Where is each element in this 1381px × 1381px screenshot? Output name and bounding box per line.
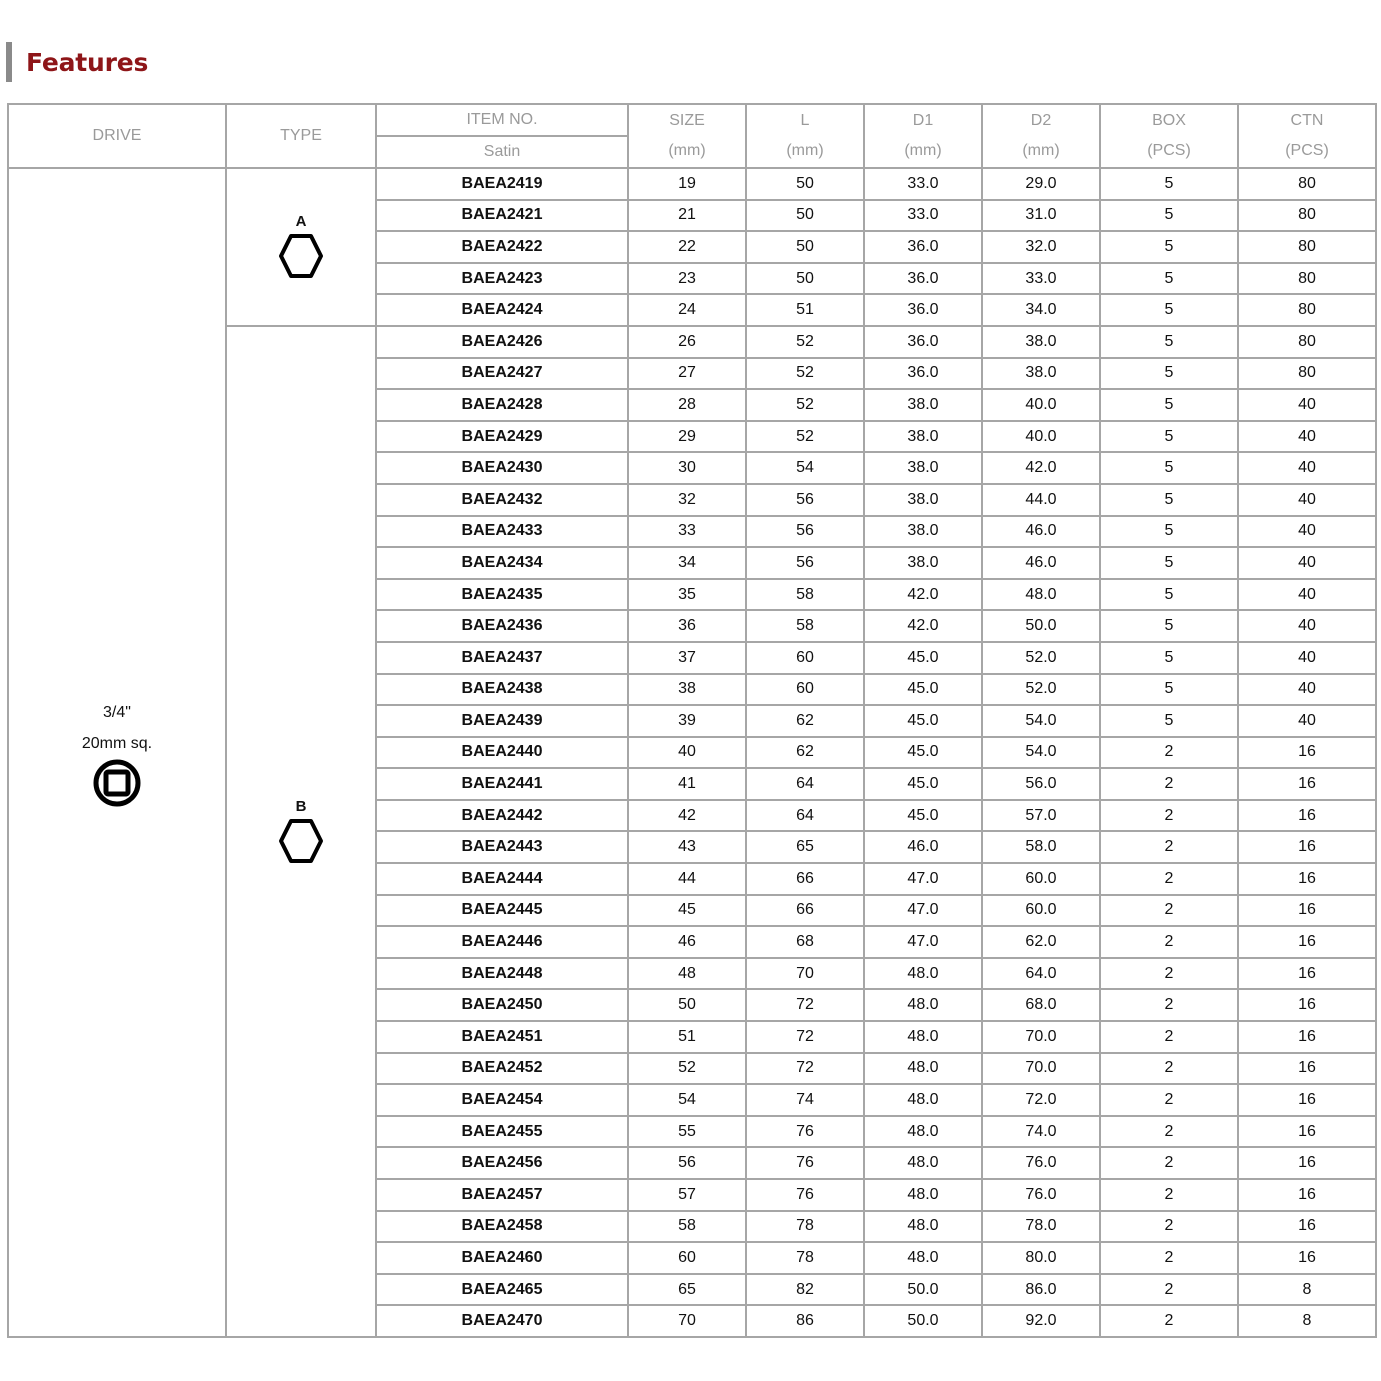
l-cell: 72 xyxy=(746,1053,864,1085)
box-cell: 2 xyxy=(1100,989,1238,1021)
d2-cell: 46.0 xyxy=(982,547,1100,579)
box-cell: 2 xyxy=(1100,1305,1238,1337)
header-type: TYPE xyxy=(226,104,376,168)
header-d2 xyxy=(982,104,1100,168)
d1-cell: 48.0 xyxy=(864,1053,982,1085)
ctn-cell: 40 xyxy=(1238,547,1376,579)
item-no-cell: BAEA2441 xyxy=(376,768,628,800)
size-cell: 51 xyxy=(628,1021,746,1053)
type-cell-b xyxy=(226,326,376,1337)
header-box-label: BOX xyxy=(1152,112,1186,129)
size-cell: 40 xyxy=(628,737,746,769)
header-size-unit: (mm) xyxy=(668,142,706,159)
d1-cell: 36.0 xyxy=(864,231,982,263)
header-ctn xyxy=(1238,104,1376,168)
d2-cell: 40.0 xyxy=(982,389,1100,421)
d1-cell: 48.0 xyxy=(864,1242,982,1274)
ctn-cell: 16 xyxy=(1238,768,1376,800)
d1-cell: 36.0 xyxy=(864,263,982,295)
drive-cell xyxy=(8,168,226,1337)
box-cell: 2 xyxy=(1100,926,1238,958)
ctn-cell: 16 xyxy=(1238,1242,1376,1274)
header-l-unit: (mm) xyxy=(786,142,824,159)
size-cell: 48 xyxy=(628,958,746,990)
d2-cell: 86.0 xyxy=(982,1274,1100,1306)
header-d1 xyxy=(864,104,982,168)
header-d2-label: D2 xyxy=(1030,112,1052,129)
l-cell: 78 xyxy=(746,1211,864,1243)
header-d2-unit: (mm) xyxy=(1022,142,1060,159)
size-cell: 28 xyxy=(628,389,746,421)
size-cell: 26 xyxy=(628,326,746,358)
d1-cell: 36.0 xyxy=(864,294,982,326)
l-cell: 72 xyxy=(746,1021,864,1053)
ctn-cell: 80 xyxy=(1238,200,1376,232)
d2-cell: 46.0 xyxy=(982,516,1100,548)
box-cell: 5 xyxy=(1100,452,1238,484)
ctn-cell: 40 xyxy=(1238,674,1376,706)
type-cell-a xyxy=(226,168,376,326)
header-d1-label: D1 xyxy=(912,112,934,129)
size-cell: 46 xyxy=(628,926,746,958)
box-cell: 5 xyxy=(1100,421,1238,453)
l-cell: 82 xyxy=(746,1274,864,1306)
size-cell: 21 xyxy=(628,200,746,232)
d2-cell: 70.0 xyxy=(982,1053,1100,1085)
ctn-cell: 80 xyxy=(1238,358,1376,390)
box-cell: 5 xyxy=(1100,358,1238,390)
box-cell: 2 xyxy=(1100,1242,1238,1274)
ctn-cell: 80 xyxy=(1238,263,1376,295)
size-cell: 35 xyxy=(628,579,746,611)
l-cell: 60 xyxy=(746,674,864,706)
ctn-cell: 16 xyxy=(1238,1084,1376,1116)
section-title-text: Features xyxy=(26,47,149,77)
l-cell: 58 xyxy=(746,610,864,642)
box-cell: 2 xyxy=(1100,737,1238,769)
item-no-cell: BAEA2436 xyxy=(376,610,628,642)
d1-cell: 48.0 xyxy=(864,1021,982,1053)
l-cell: 66 xyxy=(746,895,864,927)
ctn-cell: 16 xyxy=(1238,863,1376,895)
title-accent-bar xyxy=(6,42,12,82)
ctn-cell: 16 xyxy=(1238,989,1376,1021)
l-cell: 66 xyxy=(746,863,864,895)
table-row xyxy=(8,168,1376,200)
size-cell: 54 xyxy=(628,1084,746,1116)
d2-cell: 64.0 xyxy=(982,958,1100,990)
box-cell: 2 xyxy=(1100,1021,1238,1053)
size-cell: 58 xyxy=(628,1211,746,1243)
d2-cell: 48.0 xyxy=(982,579,1100,611)
l-cell: 86 xyxy=(746,1305,864,1337)
d2-cell: 54.0 xyxy=(982,705,1100,737)
item-no-cell: BAEA2427 xyxy=(376,358,628,390)
ctn-cell: 40 xyxy=(1238,452,1376,484)
ctn-cell: 40 xyxy=(1238,642,1376,674)
ctn-cell: 80 xyxy=(1238,168,1376,200)
d1-cell: 46.0 xyxy=(864,831,982,863)
l-cell: 52 xyxy=(746,421,864,453)
d1-cell: 48.0 xyxy=(864,1116,982,1148)
box-cell: 5 xyxy=(1100,484,1238,516)
box-cell: 5 xyxy=(1100,294,1238,326)
size-cell: 34 xyxy=(628,547,746,579)
drive-metric-label: 20mm sq. xyxy=(81,735,153,753)
l-cell: 62 xyxy=(746,705,864,737)
d2-cell: 34.0 xyxy=(982,294,1100,326)
l-cell: 64 xyxy=(746,800,864,832)
d2-cell: 57.0 xyxy=(982,800,1100,832)
header-item-no: ITEM NO. xyxy=(376,104,628,136)
item-no-cell: BAEA2419 xyxy=(376,168,628,200)
ctn-cell: 16 xyxy=(1238,1116,1376,1148)
table-body xyxy=(8,168,1376,1337)
item-no-cell: BAEA2437 xyxy=(376,642,628,674)
item-no-cell: BAEA2444 xyxy=(376,863,628,895)
box-cell: 5 xyxy=(1100,231,1238,263)
d2-cell: 52.0 xyxy=(982,674,1100,706)
box-cell: 2 xyxy=(1100,1211,1238,1243)
l-cell: 54 xyxy=(746,452,864,484)
l-cell: 65 xyxy=(746,831,864,863)
size-cell: 55 xyxy=(628,1116,746,1148)
box-cell: 2 xyxy=(1100,1147,1238,1179)
header-l xyxy=(746,104,864,168)
header-size xyxy=(628,104,746,168)
section-title xyxy=(6,42,148,82)
hexagon-icon xyxy=(277,232,325,280)
d1-cell: 45.0 xyxy=(864,674,982,706)
ctn-cell: 16 xyxy=(1238,926,1376,958)
l-cell: 62 xyxy=(746,737,864,769)
ctn-cell: 40 xyxy=(1238,610,1376,642)
item-no-cell: BAEA2470 xyxy=(376,1305,628,1337)
box-cell: 5 xyxy=(1100,547,1238,579)
size-cell: 32 xyxy=(628,484,746,516)
d1-cell: 38.0 xyxy=(864,516,982,548)
spec-table xyxy=(7,103,1377,1338)
box-cell: 2 xyxy=(1100,1084,1238,1116)
d2-cell: 70.0 xyxy=(982,1021,1100,1053)
ctn-cell: 16 xyxy=(1238,1211,1376,1243)
ctn-cell: 8 xyxy=(1238,1305,1376,1337)
header-ctn-unit: (PCS) xyxy=(1285,142,1329,159)
d1-cell: 50.0 xyxy=(864,1305,982,1337)
item-no-cell: BAEA2440 xyxy=(376,737,628,769)
box-cell: 2 xyxy=(1100,768,1238,800)
ctn-cell: 80 xyxy=(1238,231,1376,263)
d1-cell: 45.0 xyxy=(864,642,982,674)
ctn-cell: 80 xyxy=(1238,294,1376,326)
d2-cell: 76.0 xyxy=(982,1147,1100,1179)
item-no-cell: BAEA2434 xyxy=(376,547,628,579)
type-letter: B xyxy=(295,797,307,815)
d2-cell: 54.0 xyxy=(982,737,1100,769)
size-cell: 27 xyxy=(628,358,746,390)
size-cell: 44 xyxy=(628,863,746,895)
item-no-cell: BAEA2450 xyxy=(376,989,628,1021)
d2-cell: 40.0 xyxy=(982,421,1100,453)
d1-cell: 47.0 xyxy=(864,926,982,958)
d2-cell: 42.0 xyxy=(982,452,1100,484)
item-no-cell: BAEA2446 xyxy=(376,926,628,958)
d1-cell: 50.0 xyxy=(864,1274,982,1306)
d1-cell: 38.0 xyxy=(864,452,982,484)
l-cell: 76 xyxy=(746,1147,864,1179)
d1-cell: 45.0 xyxy=(864,800,982,832)
ctn-cell: 80 xyxy=(1238,326,1376,358)
l-cell: 64 xyxy=(746,768,864,800)
ctn-cell: 16 xyxy=(1238,1147,1376,1179)
d2-cell: 32.0 xyxy=(982,231,1100,263)
size-cell: 33 xyxy=(628,516,746,548)
size-cell: 37 xyxy=(628,642,746,674)
d1-cell: 48.0 xyxy=(864,1179,982,1211)
ctn-cell: 40 xyxy=(1238,579,1376,611)
l-cell: 50 xyxy=(746,200,864,232)
ctn-cell: 40 xyxy=(1238,421,1376,453)
box-cell: 2 xyxy=(1100,895,1238,927)
box-cell: 5 xyxy=(1100,200,1238,232)
item-no-cell: BAEA2439 xyxy=(376,705,628,737)
item-no-cell: BAEA2423 xyxy=(376,263,628,295)
size-cell: 70 xyxy=(628,1305,746,1337)
size-cell: 56 xyxy=(628,1147,746,1179)
box-cell: 5 xyxy=(1100,610,1238,642)
item-no-cell: BAEA2426 xyxy=(376,326,628,358)
size-cell: 23 xyxy=(628,263,746,295)
l-cell: 52 xyxy=(746,358,864,390)
item-no-cell: BAEA2438 xyxy=(376,674,628,706)
item-no-cell: BAEA2421 xyxy=(376,200,628,232)
header-d1-unit: (mm) xyxy=(904,142,942,159)
ctn-cell: 16 xyxy=(1238,800,1376,832)
item-no-cell: BAEA2443 xyxy=(376,831,628,863)
item-no-cell: BAEA2445 xyxy=(376,895,628,927)
ctn-cell: 40 xyxy=(1238,516,1376,548)
size-cell: 41 xyxy=(628,768,746,800)
d2-cell: 44.0 xyxy=(982,484,1100,516)
d1-cell: 45.0 xyxy=(864,768,982,800)
header-box-unit: (PCS) xyxy=(1147,142,1191,159)
d1-cell: 48.0 xyxy=(864,1084,982,1116)
size-cell: 50 xyxy=(628,989,746,1021)
drive-size-label: 3/4" xyxy=(103,704,131,722)
d2-cell: 38.0 xyxy=(982,326,1100,358)
size-cell: 39 xyxy=(628,705,746,737)
item-no-cell: BAEA2452 xyxy=(376,1053,628,1085)
d2-cell: 52.0 xyxy=(982,642,1100,674)
size-cell: 52 xyxy=(628,1053,746,1085)
l-cell: 56 xyxy=(746,547,864,579)
d1-cell: 42.0 xyxy=(864,610,982,642)
ctn-cell: 40 xyxy=(1238,705,1376,737)
d2-cell: 60.0 xyxy=(982,895,1100,927)
ctn-cell: 16 xyxy=(1238,1021,1376,1053)
size-cell: 45 xyxy=(628,895,746,927)
item-no-cell: BAEA2429 xyxy=(376,421,628,453)
hexagon-icon xyxy=(277,817,325,865)
d1-cell: 33.0 xyxy=(864,200,982,232)
box-cell: 5 xyxy=(1100,263,1238,295)
size-cell: 22 xyxy=(628,231,746,263)
item-no-cell: BAEA2432 xyxy=(376,484,628,516)
d2-cell: 72.0 xyxy=(982,1084,1100,1116)
ctn-cell: 8 xyxy=(1238,1274,1376,1306)
box-cell: 2 xyxy=(1100,863,1238,895)
d2-cell: 38.0 xyxy=(982,358,1100,390)
l-cell: 68 xyxy=(746,926,864,958)
square-drive-icon xyxy=(93,759,141,807)
size-cell: 19 xyxy=(628,168,746,200)
size-cell: 29 xyxy=(628,421,746,453)
d2-cell: 92.0 xyxy=(982,1305,1100,1337)
item-no-cell: BAEA2458 xyxy=(376,1211,628,1243)
l-cell: 52 xyxy=(746,389,864,421)
d1-cell: 48.0 xyxy=(864,989,982,1021)
l-cell: 56 xyxy=(746,484,864,516)
box-cell: 5 xyxy=(1100,705,1238,737)
l-cell: 60 xyxy=(746,642,864,674)
item-no-cell: BAEA2451 xyxy=(376,1021,628,1053)
d1-cell: 42.0 xyxy=(864,579,982,611)
d1-cell: 38.0 xyxy=(864,484,982,516)
box-cell: 5 xyxy=(1100,642,1238,674)
d2-cell: 56.0 xyxy=(982,768,1100,800)
header-box xyxy=(1100,104,1238,168)
ctn-cell: 40 xyxy=(1238,389,1376,421)
size-cell: 57 xyxy=(628,1179,746,1211)
item-no-cell: BAEA2455 xyxy=(376,1116,628,1148)
l-cell: 76 xyxy=(746,1179,864,1211)
ctn-cell: 16 xyxy=(1238,831,1376,863)
size-cell: 36 xyxy=(628,610,746,642)
l-cell: 51 xyxy=(746,294,864,326)
d1-cell: 48.0 xyxy=(864,1211,982,1243)
item-no-cell: BAEA2435 xyxy=(376,579,628,611)
d1-cell: 33.0 xyxy=(864,168,982,200)
d1-cell: 45.0 xyxy=(864,705,982,737)
d1-cell: 36.0 xyxy=(864,326,982,358)
box-cell: 5 xyxy=(1100,674,1238,706)
l-cell: 50 xyxy=(746,263,864,295)
item-no-cell: BAEA2428 xyxy=(376,389,628,421)
ctn-cell: 40 xyxy=(1238,484,1376,516)
l-cell: 58 xyxy=(746,579,864,611)
ctn-cell: 16 xyxy=(1238,958,1376,990)
l-cell: 74 xyxy=(746,1084,864,1116)
header-finish: Satin xyxy=(376,136,628,168)
ctn-cell: 16 xyxy=(1238,737,1376,769)
l-cell: 50 xyxy=(746,168,864,200)
header-size-label: SIZE xyxy=(669,112,705,129)
d2-cell: 31.0 xyxy=(982,200,1100,232)
d1-cell: 36.0 xyxy=(864,358,982,390)
d2-cell: 80.0 xyxy=(982,1242,1100,1274)
size-cell: 60 xyxy=(628,1242,746,1274)
ctn-cell: 16 xyxy=(1238,1053,1376,1085)
d2-cell: 58.0 xyxy=(982,831,1100,863)
ctn-cell: 16 xyxy=(1238,1179,1376,1211)
d2-cell: 76.0 xyxy=(982,1179,1100,1211)
box-cell: 2 xyxy=(1100,958,1238,990)
item-no-cell: BAEA2422 xyxy=(376,231,628,263)
d2-cell: 74.0 xyxy=(982,1116,1100,1148)
d1-cell: 47.0 xyxy=(864,863,982,895)
box-cell: 5 xyxy=(1100,389,1238,421)
d2-cell: 78.0 xyxy=(982,1211,1100,1243)
d1-cell: 38.0 xyxy=(864,421,982,453)
d2-cell: 62.0 xyxy=(982,926,1100,958)
box-cell: 5 xyxy=(1100,579,1238,611)
box-cell: 2 xyxy=(1100,1116,1238,1148)
d1-cell: 38.0 xyxy=(864,547,982,579)
box-cell: 5 xyxy=(1100,168,1238,200)
d2-cell: 68.0 xyxy=(982,989,1100,1021)
item-no-cell: BAEA2457 xyxy=(376,1179,628,1211)
item-no-cell: BAEA2456 xyxy=(376,1147,628,1179)
d1-cell: 45.0 xyxy=(864,737,982,769)
box-cell: 5 xyxy=(1100,516,1238,548)
header-l-label: L xyxy=(800,112,810,129)
size-cell: 43 xyxy=(628,831,746,863)
d2-cell: 60.0 xyxy=(982,863,1100,895)
box-cell: 2 xyxy=(1100,1179,1238,1211)
header-ctn-label: CTN xyxy=(1290,112,1324,129)
item-no-cell: BAEA2430 xyxy=(376,452,628,484)
d1-cell: 47.0 xyxy=(864,895,982,927)
l-cell: 50 xyxy=(746,231,864,263)
size-cell: 65 xyxy=(628,1274,746,1306)
item-no-cell: BAEA2448 xyxy=(376,958,628,990)
d1-cell: 38.0 xyxy=(864,389,982,421)
box-cell: 5 xyxy=(1100,326,1238,358)
l-cell: 70 xyxy=(746,958,864,990)
size-cell: 30 xyxy=(628,452,746,484)
d1-cell: 48.0 xyxy=(864,958,982,990)
d2-cell: 50.0 xyxy=(982,610,1100,642)
l-cell: 78 xyxy=(746,1242,864,1274)
header-drive: DRIVE xyxy=(8,104,226,168)
item-no-cell: BAEA2465 xyxy=(376,1274,628,1306)
size-cell: 38 xyxy=(628,674,746,706)
item-no-cell: BAEA2424 xyxy=(376,294,628,326)
item-no-cell: BAEA2454 xyxy=(376,1084,628,1116)
item-no-cell: BAEA2460 xyxy=(376,1242,628,1274)
box-cell: 2 xyxy=(1100,1053,1238,1085)
d1-cell: 48.0 xyxy=(864,1147,982,1179)
d2-cell: 33.0 xyxy=(982,263,1100,295)
l-cell: 72 xyxy=(746,989,864,1021)
item-no-cell: BAEA2442 xyxy=(376,800,628,832)
ctn-cell: 16 xyxy=(1238,895,1376,927)
l-cell: 56 xyxy=(746,516,864,548)
size-cell: 42 xyxy=(628,800,746,832)
type-letter: A xyxy=(295,213,307,231)
d2-cell: 29.0 xyxy=(982,168,1100,200)
l-cell: 52 xyxy=(746,326,864,358)
item-no-cell: BAEA2433 xyxy=(376,516,628,548)
box-cell: 2 xyxy=(1100,831,1238,863)
box-cell: 2 xyxy=(1100,800,1238,832)
size-cell: 24 xyxy=(628,294,746,326)
l-cell: 76 xyxy=(746,1116,864,1148)
box-cell: 2 xyxy=(1100,1274,1238,1306)
